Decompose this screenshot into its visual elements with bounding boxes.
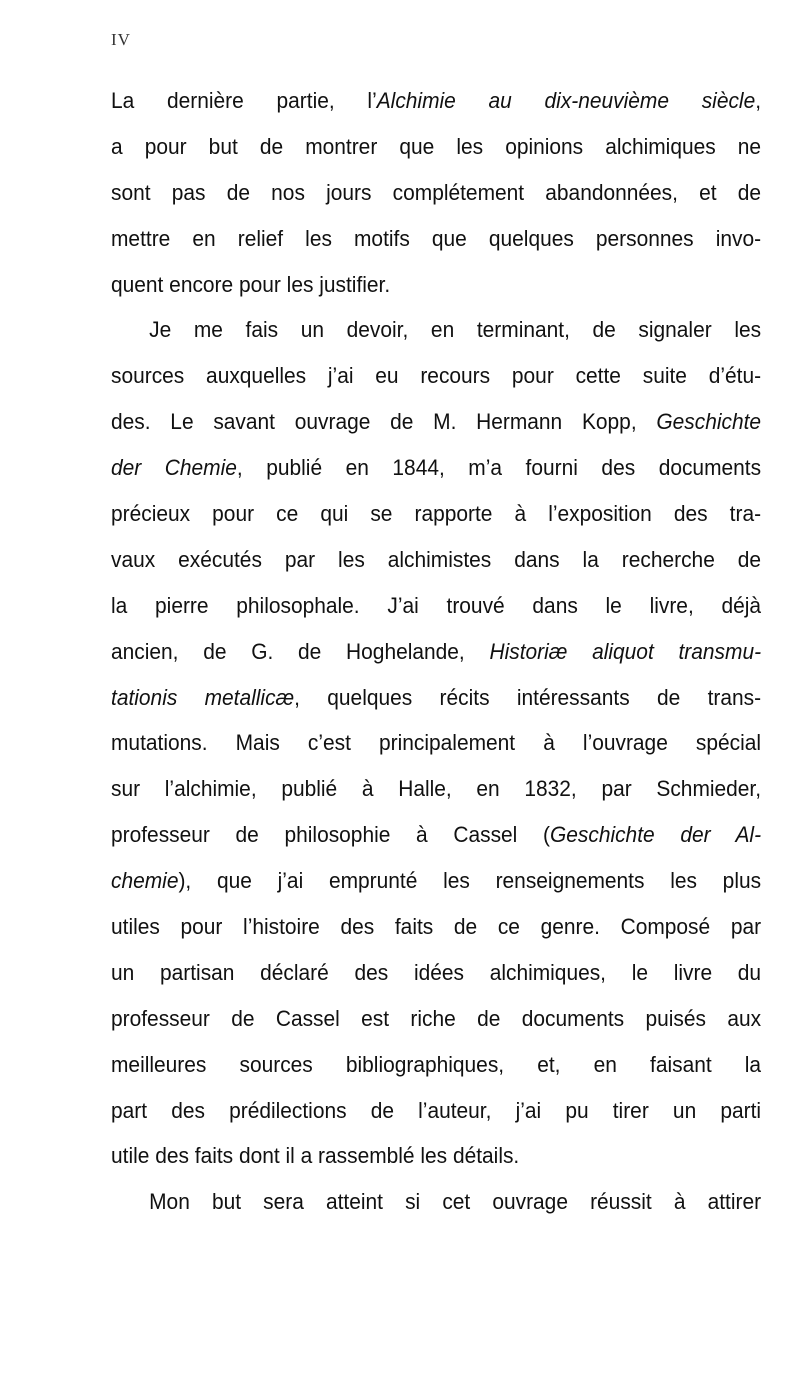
text-line-2: a pour but de montrer que les opinions alchimiques ne xyxy=(111,133,762,159)
text-segment: ancien, de G. de Hoghelande, xyxy=(111,638,490,664)
text-line-9 xyxy=(111,445,761,491)
text-line-3: sont pas de nos jours complétement abandonnées, et de xyxy=(111,179,762,205)
text-segment: ), que j’ai emprunté les renseignements les plus xyxy=(178,868,762,894)
italic-title: Geschichte xyxy=(656,409,762,435)
text-line-21: professeur de Cassel est riche de documents puisés aux xyxy=(111,1005,762,1031)
text-line-4: mettre en relief les motifs que quelques personnes invo- xyxy=(111,225,762,251)
text-segment: professeur de philosophie à Cassel ( xyxy=(111,822,550,848)
text-line-18 xyxy=(111,858,761,904)
italic-title: der Chemie xyxy=(111,455,237,481)
text-line-22: meilleures sources bibliographiques, et, en faisant la xyxy=(111,1051,762,1077)
italic-title: Historiæ aliquot transmu- xyxy=(489,638,762,664)
text-line-23: part des prédilections de l’auteur, j’ai pu tirer un parti xyxy=(111,1097,762,1123)
text-line-1 xyxy=(111,78,761,124)
text-line-7: sources auxquelles j’ai eu recours pour cette suite d’étu- xyxy=(111,363,762,389)
text-line-6: Je me fais un devoir, en terminant, de signaler les xyxy=(149,317,762,343)
italic-title: Geschichte der Al- xyxy=(549,822,762,848)
text-line-12: la pierre philosophale. J’ai trouvé dans le livre, déjà xyxy=(111,592,762,618)
text-line-20: un partisan déclaré des idées alchimiques, le livre du xyxy=(111,959,762,985)
text-segment: des. Le savant ouvrage de M. Hermann Kopp, xyxy=(111,409,657,435)
text-segment: , quelques récits intéressants de trans- xyxy=(294,684,762,710)
text-line-11: vaux exécutés par les alchimistes dans la recherche de xyxy=(111,546,762,572)
text-segment: La dernière partie, l’ xyxy=(111,88,377,113)
text-segment: , publié en 1844, m’a fourni des documents xyxy=(236,455,762,481)
italic-title: Alchimie au dix-neuvième siècle xyxy=(376,88,756,113)
text-line-10: précieux pour ce qui se rapporte à l’exposition des tra- xyxy=(111,501,762,527)
text-line-16: sur l’alchimie, publié à Halle, en 1832, par Schmieder, xyxy=(111,776,762,802)
text-line-14 xyxy=(111,675,761,721)
text-line-24: utile des faits dont il a rassemblé les détails. xyxy=(111,1143,520,1169)
body-text xyxy=(111,78,761,1225)
text-line-19: utiles pour l’histoire des faits de ce genre. Composé par xyxy=(111,914,762,940)
text-line-25: Mon but sera atteint si cet ouvrage réussit à attirer xyxy=(149,1189,762,1215)
text-segment: , xyxy=(755,88,762,113)
text-line-13 xyxy=(111,629,761,675)
italic-title: tationis metallicæ xyxy=(111,684,295,710)
text-line-5: quent encore pour les justifier. xyxy=(111,271,391,297)
text-line-15: mutations. Mais c’est principalement à l’ouvrage spécial xyxy=(111,730,762,756)
text-line-17 xyxy=(111,812,761,858)
text-line-8 xyxy=(111,399,761,445)
italic-title: chemie xyxy=(111,868,179,894)
page-number: IV xyxy=(111,30,131,49)
